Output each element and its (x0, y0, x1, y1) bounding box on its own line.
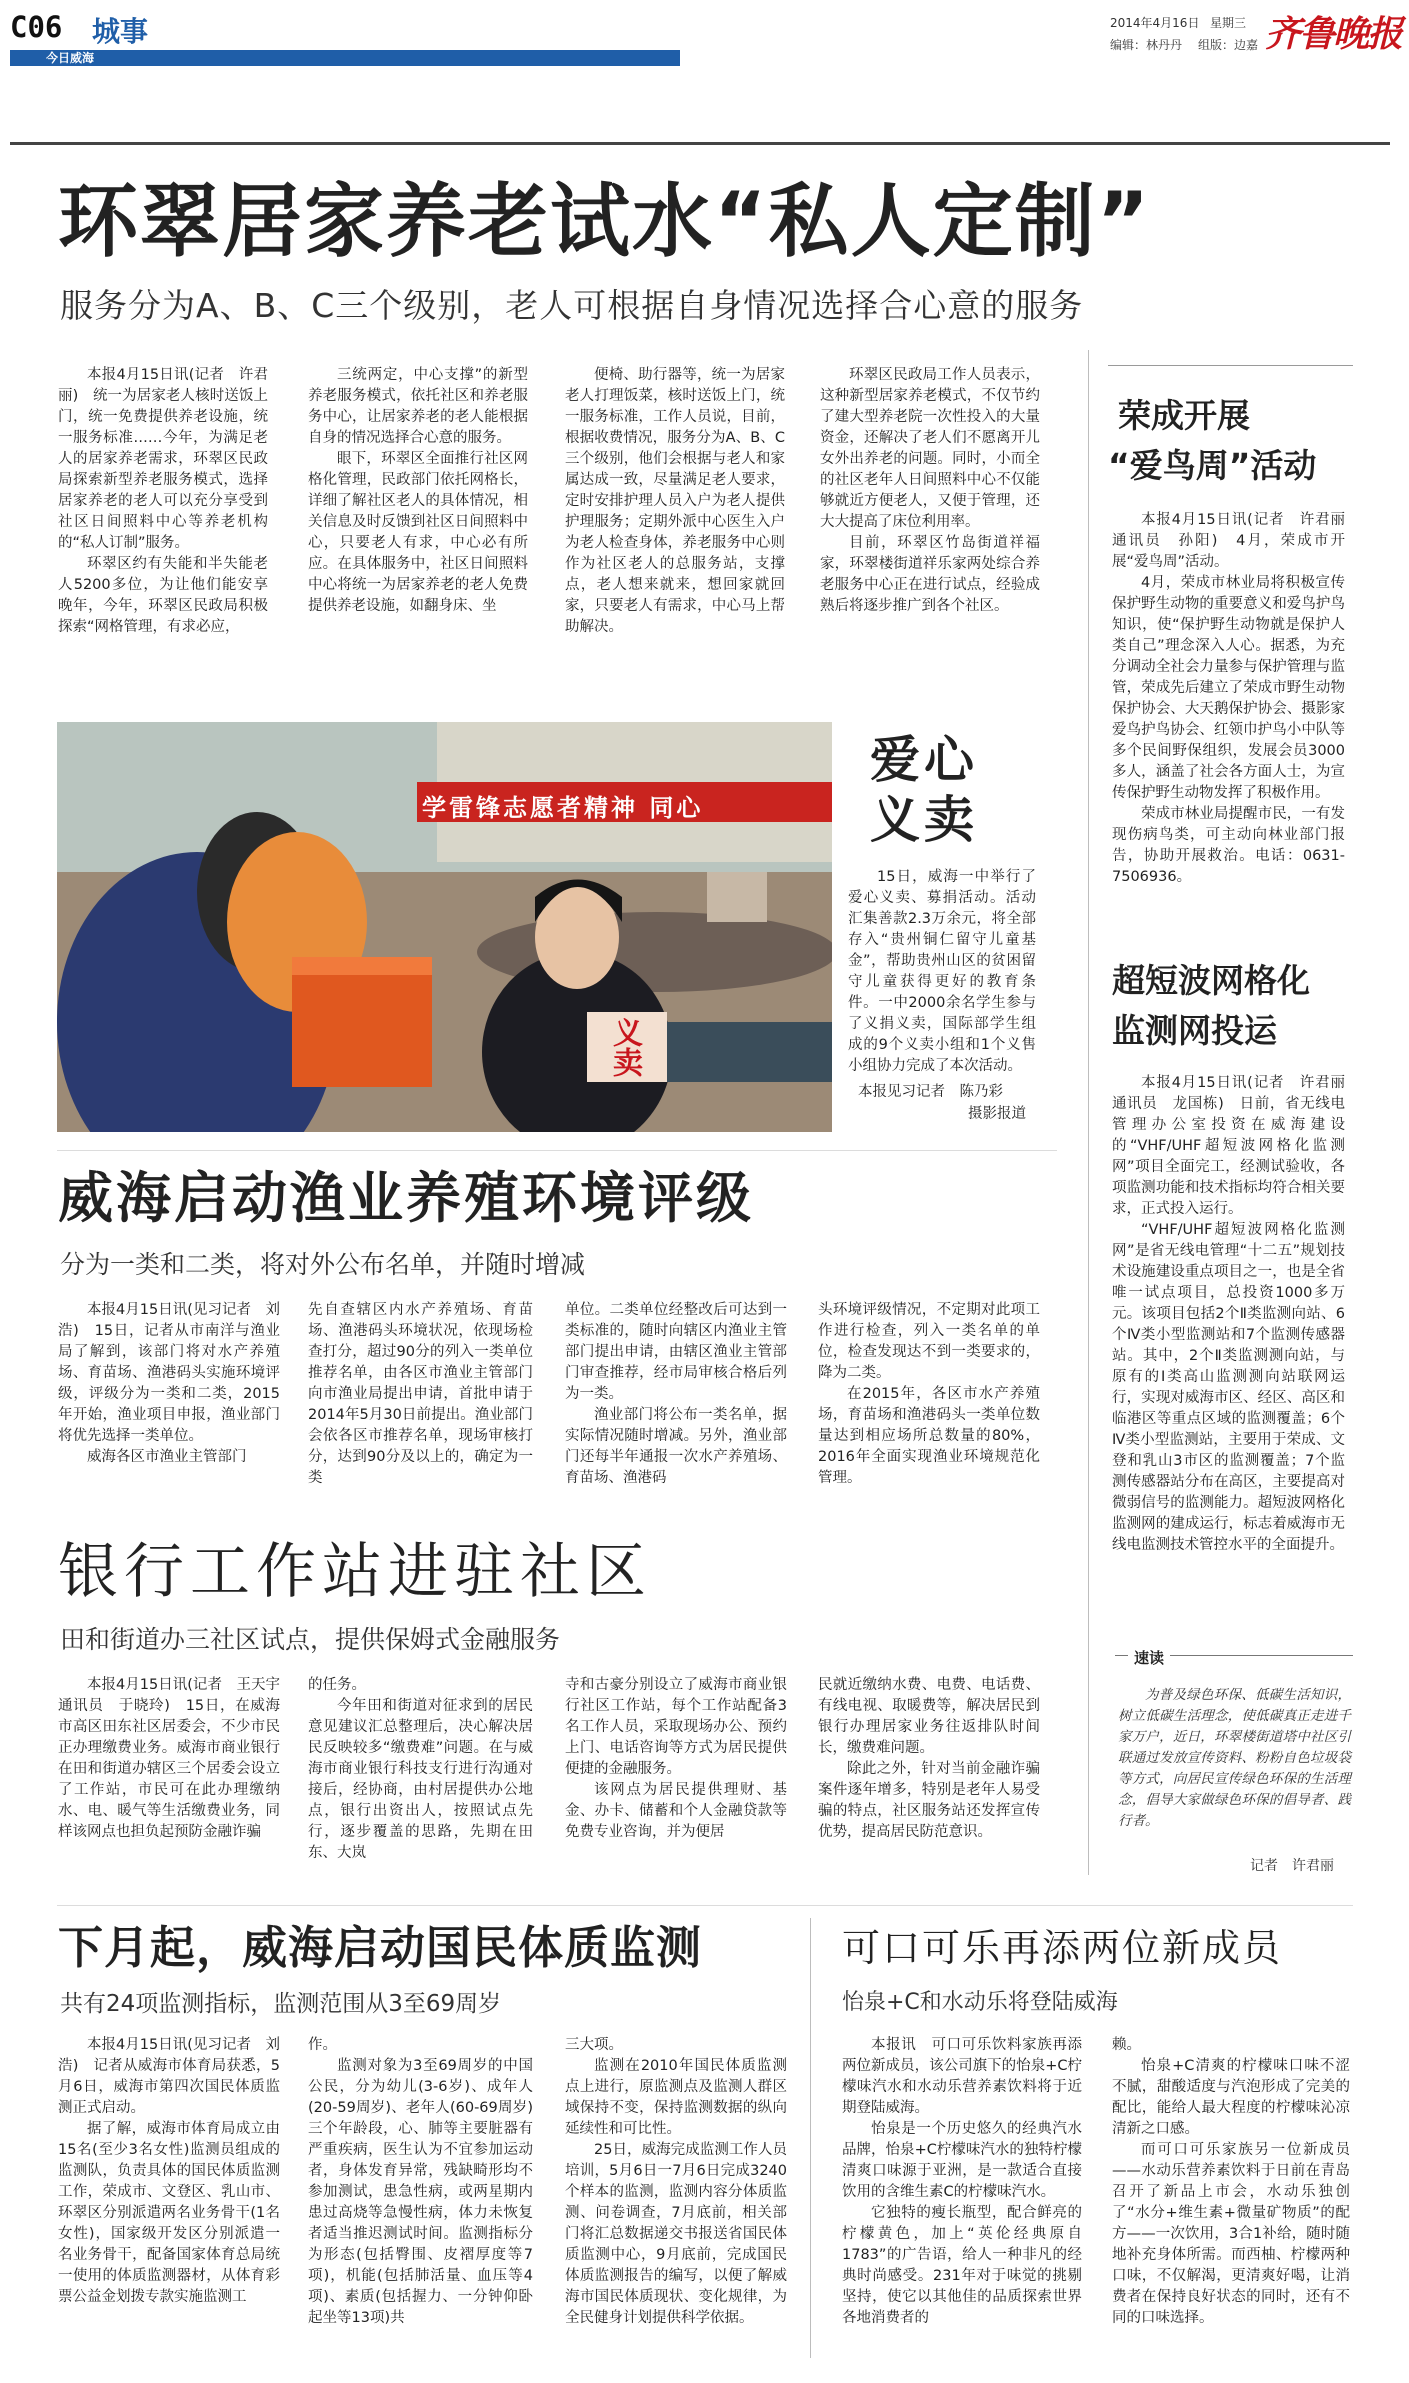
fitness-subtitle: 共有24项监测指标，监测范围从3至69周岁 (60, 1991, 502, 2017)
quick-read-byline: 记者 许君丽 (1250, 1858, 1334, 1874)
charity-byline-1: 本报见习记者 陈乃彩 (858, 1084, 1003, 1100)
charity-title-2: 义卖 (870, 791, 978, 849)
photo-box-text: 义卖 (607, 1017, 642, 1077)
section-bar (10, 50, 680, 66)
bank-col-1: 本报4月15日讯(记者 王天宇 通讯员 于晓玲) 15日，在威海市高区田东社区居委会，不少市民正办理缴费业务。威海市商业银行在田和街道办辖区三个居委会设立了工作站，市民可在此办理缴纳水、电、暖气等生活缴费业务，同样该网点也担负起预防金融诈骗 (58, 1677, 295, 1840)
charity-byline-2: 摄影报道 (968, 1106, 1026, 1122)
charity-sale-photo (57, 722, 832, 1132)
fitness-col-3: 三大项。 监测在2010年国民体质监测点上进行，原监测点及监测人群区域保持不变，保持监测数据的纵向延续性和可比性。 25日，威海完成监测工作人员培训，5月6日一7月6日完成3240个样本的监测，监测内容分体质监测、问卷调查，7月底前，相关部门将汇总数据递交书报送省国民体质监测中心，9月底前，完成国民体质监测报告的编写，以便了解威海市国民体质现状、变化规律，为全民健身计划提供科学依据。 (565, 2037, 787, 2326)
fitness-col-2: 作。 监测对象为3至69周岁的中国公民，分为幼儿(3-6岁)、成年人(20-59周岁)、老年人(60-69周岁)三个年龄段，心、肺等主要脏器有严重疾病，医生认为不宜参加运动者，身体发育异常，残缺畸形均不参加测试，患急性病，或两星期内患过高烧等急慢性病，体力未恢复者适当推迟测试时间。监测指标分为形态(包括臀围、皮褶厚度等7项)，机能(包括肺活量、血压等4项)、素质(包括握力、一分钟仰卧起坐等13项)共 (308, 2037, 533, 2326)
lead-subtitle: 服务分为A、B、C三个级别，老人可根据自身情况选择合心意的服务 (60, 286, 1084, 325)
right-column-divider (1088, 350, 1089, 1875)
quick-read-body: 为普及绿色环保、低碳生活知识，树立低碳生活理念，使低碳真正走进千家万户，近日，环翠楼街道塔中社区引联通过发放宣传资料、粉粉自色垃圾袋等方式，向居民宣传绿色环保的生活理念，倡导大家做绿色环保的倡导者、践行者。 (1118, 1687, 1351, 1829)
bank-headline: 银行工作站进驻社区 (58, 1537, 652, 1607)
lead-headline: 环翠居家养老试水“私人定制” (58, 175, 1152, 268)
cola-subtitle: 怡泉+C和水动乐将登陆威海 (842, 1990, 1118, 2015)
fishery-col-4: 头环境评级情况，不定期对此项工作进行检查，列入一类名单的单位，检查发现达不到一类要求的，降为二类。 在2015年，各区市水产养殖场，育苗场和渔港码头一类单位数量达到相应场所总数量的80%，2016年全面实现渔业环境规范化管理。 (818, 1302, 1040, 1486)
lead-col-4: 环翠区民政局工作人员表示，这种新型居家养老模式，不仅节约了建大型养老院一次性投入的大量资金，还解决了老人们不愿离开儿女外出养老的问题。同时，小而全的社区老年人日间照料中心不仅能够就近方便老人，又便于管理，还大大提高了床位利用率。 目前，环翠区竹岛街道祥福家，环翠楼街道祥乐家两处综合养老服务中心正在进行试点，经验成熟后将逐步推广到各个社区。 (820, 367, 1040, 614)
cola-col-2: 赖。 怡泉+C清爽的柠檬味口味不涩不腻，甜酸适度与汽泡形成了完美的配比，能给人最大程度的柠檬味沁凉清新之口感。 而可口可乐家族另一位新成员——水动乐营养素饮料于日前在青岛召开了新品上市会，水动乐独创了“水分+维生素+微量矿物质”的配方——一次饮用，3合1补给，随时随地补充身体所需。而西柚、柠檬两种口味，不仅解渴，更清爽好喝，让消费者在保持良好状态的同时，还有不同的口味选择。 (1112, 2037, 1350, 2326)
page-weekday: 星期三 (1210, 16, 1247, 30)
bank-subtitle: 田和街道办三社区试点，提供保姆式金融服务 (60, 1625, 561, 1654)
cola-headline: 可口可乐再添两位新成员 (842, 1926, 1283, 1970)
header-divider (10, 142, 1390, 145)
photo-scene (57, 722, 832, 1132)
lead-col-3: 便椅、助行器等，统一为居家老人打理饭菜，核时送饭上门，统一服务标准，工作人员说，目前，根据收费情况，服务分为A、B、C三个级别，他们会根据与老人和家属达成一致，尽量满足老人要求，定时安排护理人员入户为老人提供护理服务；定期外派中心医生入户为老人检查身体，养老服务中心则作为社区老人的总服务站，支撑点，老人想来就来，想回家就回家，只要老人有需求，中心马上帮助解决。 (565, 367, 785, 635)
page-date: 2014年4月16日 (1110, 16, 1200, 30)
subsection-name: 今日威海 (46, 51, 95, 65)
fishery-subtitle: 分为一类和二类，将对外公布名单，并随时增减 (60, 1250, 586, 1279)
donation-box (292, 957, 432, 1087)
lead-col-2: 三统两定，中心支撑”的新型养老服务模式，依托社区和养老服务中心，让居家养老的老人能根据自身的情况选择合心意的服务。 眼下，环翠区全面推行社区网格化管理，民政部门依托网格长，详细了解社区老人的具体情况，相关信息及时反馈到社区日间照料中心，只要老人有求，中心必有所应。在具体服务中，社区日间照料中心将统一为居家养老的老人免费提供养老设施，如翻身床、坐 (308, 367, 528, 614)
fishery-col-2: 先自查辖区内水产养殖场、育苗场、渔港码头环境状况，依现场检查打分，超过90分的列入一类单位推荐名单，由各区市渔业主管部门向市渔业局提出申请，首批申请于2014年5月30日前提出。渔业部门会依各区市推荐名单，现场审核打分，达到90分及以上的，确定为一类 (308, 1302, 533, 1486)
quick-read-label: 速读 (1128, 1647, 1170, 1668)
page-layout: 组版：边嘉 (1198, 38, 1259, 52)
radio-body: 本报4月15日讯(记者 许君丽 通讯员 龙国栋) 日前，省无线电管理办公室投资在威海建设的“VHF/UHF超短波网格化监测网”项目全面完工，经测试验收，各项监测功能和技术指标均符合相关要求，正式投入运行。 “VHF/UHF超短波网格化监测网”是省无线电管理“十二五”规划技术设施建设重点项目之一，也是全省唯一试点项目，总投资1000多万元。该项目包括2个Ⅱ类监测向站、6个Ⅳ类小型监测站和7个监测传感器站。其中，2个Ⅱ类监测测向站，与原有的Ⅰ类高山监测测向站联网运行，实现对威海市区、经区、高区和临港区等重点区域的监测覆盖；6个Ⅳ类小型监测站，主要用于荣成、文登和乳山3市区的监测覆盖；7个监测传感器站分布在高区，主要提高对微弱信号的监测能力。超短波网格化监测网的建成运行，标志着威海市无线电监测技术管控水平的全面提升。 (1112, 1075, 1360, 1553)
bird-body: 本报4月15日讯(记者 许君丽 通讯员 孙阳) 4月，荣成市开展“爱鸟周”活动。 4月，荣成市林业局将积极宣传保护野生动物的重要意义和爱鸟护鸟知识，使“保护野生动物就是保护人类自己”理念深入人心。据悉，为充分调动全社会力量参与保护管理与监管，荣成先后建立了荣成市野生动物保护协会、大天鹅保护协会、摄影家爱鸟护鸟协会、红领巾护鸟小中队等多个民间野保组织，发展会员3000多人，涵盖了社会各方面人士，为宣传保护野生动物发挥了积极作用。 荣成市林业局提醒市民，一有发现伤病鸟类，可主动向林业部门报告，协助开展救治。电话：0631-7506936。 (1112, 512, 1360, 885)
fishery-col-3: 单位。二类单位经整改后可达到一类标准的，随时向辖区内渔业主管部门提出申请，由辖区渔业主管部门审查推荐，经市局审核合格后列为一类。 渔业部门将公布一类名单，据实际情况随时增减。另外，渔业部门还每半年通报一次水产养殖场、育苗场、渔港码 (565, 1302, 787, 1486)
page-code: C06 (10, 10, 63, 44)
fishery-headline: 威海启动渔业养殖环境评级 (58, 1166, 755, 1230)
fishery-col-1: 本报4月15日讯(见习记者 刘浩) 15日，记者从市南洋与渔业局了解到，该部门将对水产养殖场、育苗场、渔港码头实施环境评级，评级分为一类和二类，2015年开始，渔业项目申报，渔业部门将优先选择一类单位。 威海各区市渔业主管部门 (58, 1302, 280, 1465)
page-editor: 编辑：林丹丹 (1110, 38, 1183, 52)
bank-col-3: 寺和古豪分别设立了威海市商业银行社区工作站，每个工作站配备3名工作人员，采取现场办公、预约上门、电话咨询等方式为居民提供便捷的金融服务。 该网点为居民提供理财、基金、办卡、储蓄和个人金融贷款等免费专业咨询，并为便居 (565, 1677, 787, 1840)
fitness-col-1: 本报4月15日讯(见习记者 刘浩) 记者从威海市体育局获悉，5月6日，威海市第四次国民体质监测正式启动。 据了解，威海市体育局成立由15名(至少3名女性)监测员组成的监测队，负责具体的国民体质监测工作，荣成市、文登区、乳山市、环翠区分别派遣两名业务骨干(1名女性)，国家级开发区分别派遣一名业务骨干，配备国家体育总局统一使用的体质监测器材，从体育彩票公益金划拨专款实施监测工 (58, 2037, 280, 2305)
cola-divider (810, 1918, 811, 2358)
right-column-top-rule (1108, 365, 1353, 366)
section-name: 城事 (92, 15, 149, 48)
charity-body: 15日，威海一中举行了爱心义卖、募捐活动。活动汇集善款2.3万余元，将全部存入“贵州铜仁留守儿童基金”，帮助贵州山区的贫困留守儿童获得更好的教育条件。一中2000余名学生参与了义捐义卖，国际部学生组成的9个义卖小组和1个义售小组协力完成了本次活动。 (848, 869, 1036, 1074)
photo-banner-text: 学雷锋志愿者精神 同心 (422, 794, 704, 822)
brand-logo: 齐鲁晚报 (1265, 13, 1402, 55)
cola-col-1: 本报讯 可口可乐饮料家族再添两位新成员，该公司旗下的怡泉+C柠檬味汽水和水动乐营养素饮料将于近期登陆威海。 怡泉是一个历史悠久的经典汽水品牌，怡泉+C柠檬味汽水的独特柠檬清爽口味源于亚洲，是一款适合直接饮用的含维生素C的柠檬味汽水。 它独特的瘦长瓶型，配合鲜亮的柠檬黄色，加上“英伦经典原自1783”的广告语，给人一种非凡的经典时尚感受。231年对于味觉的挑剔坚持，使它以其他佳的品质探索世界各地消费者的 (842, 2037, 1082, 2326)
lead-col-1: 本报4月15日讯(记者 许君丽) 统一为居家老人核时送饭上门，统一免费提供养老设施，统一服务标准……今年，为满足老人的居家养老需求，环翠区民政局探索新型养老服务模式，选择居家养老的老人可以充分享受到社区日间照料中心等养老机构的“私人订制”服务。 环翠区约有失能和半失能老人5200多位，为让他们能安享晚年，今年，环翠区民政局积极探索“网格管理，有求必应， (58, 367, 268, 635)
bird-title-2: “爱鸟周”活动 (1108, 446, 1317, 485)
charity-title-1: 爱心 (870, 731, 978, 789)
bank-col-2: 的任务。 今年田和街道对征求到的居民意见建议汇总整理后，决心解决居民反映较多“缴费难”问题。在与威海市商业银行科技支行进行沟通对接后，经协商，由村居提供办公地点，银行出资出人，按照试点先行，逐步覆盖的思路，先期在田东、大岚 (308, 1677, 533, 1861)
fitness-headline: 下月起，威海启动国民体质监测 (58, 1921, 703, 1974)
fishery-top-rule (57, 1150, 1057, 1151)
radio-title-2: 监测网投运 (1112, 1011, 1277, 1050)
fitness-top-rule (57, 1905, 1353, 1906)
bank-col-4: 民就近缴纳水费、电费、电话费、有线电视、取暖费等，解决居民到银行办理居家业务往返排队时间长，缴费难问题。 除此之外，针对当前金融诈骗案件逐年增多，特别是老年人易受骗的特点，社区服务站还发挥宣传优势，提高居民防范意识。 (818, 1677, 1040, 1840)
bird-title-1: 荣成开展 (1118, 396, 1250, 435)
radio-title-1: 超短波网格化 (1112, 961, 1310, 1000)
